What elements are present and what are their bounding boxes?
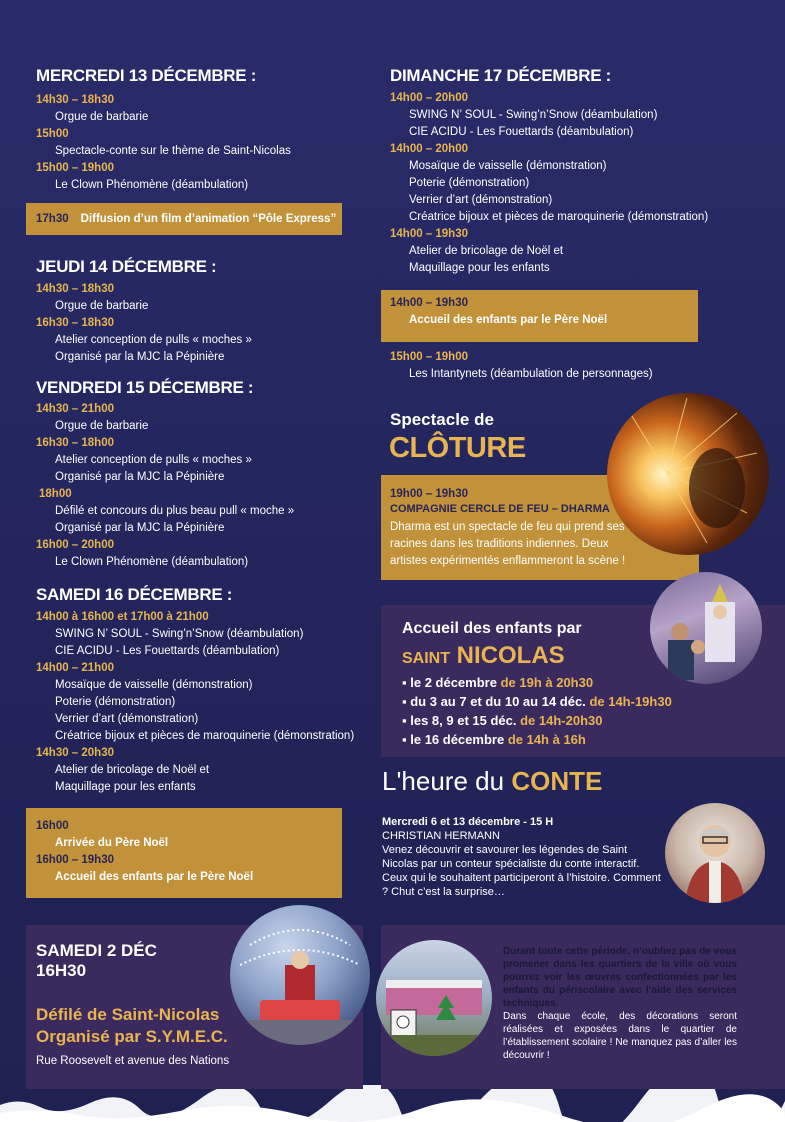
pere-noel-box	[26, 808, 342, 898]
saint-nicolas-photo	[650, 572, 762, 684]
event-label: Maquillage pour les enfants	[409, 262, 550, 274]
event-label: Orgue de barbarie	[55, 111, 149, 123]
stnicolas-title: Accueil des enfants par	[402, 620, 582, 637]
bullet-hours: de 14h-19h30	[589, 694, 672, 709]
event-label: Orgue de barbarie	[55, 420, 149, 432]
sunday-pere-noel-box	[381, 290, 698, 342]
bullet-date: les 8, 9 et 15 déc.	[410, 713, 517, 728]
parade-title: Défilé de Saint-Nicolas	[36, 1005, 220, 1024]
time-label: 14h30 – 18h30	[36, 283, 115, 295]
schedule-bullet: ▪ le 16 décembre de 14h à 16h	[402, 732, 586, 747]
event-label: Maquillage pour les enfants	[55, 781, 196, 793]
event-label: Organisé par la MJC la Pépinière	[55, 351, 225, 363]
bullet-date: le 2 décembre	[410, 675, 497, 690]
event-label: CIE ACIDU - Les Fouettards (déambulation)	[409, 126, 634, 138]
event-label: Défilé et concours du plus beau pull « moche »	[55, 505, 295, 517]
conte-description: Venez découvrir et savourer les légendes de Saint Nicolas par un conteur spécialiste du conte interactif. Ceux qui le souhaitent participeront à l’histoire. Comment ? Chut c’est la surprise…	[382, 844, 661, 898]
time-label: 16h00 – 20h00	[36, 539, 115, 551]
thursday-section	[36, 257, 346, 366]
time-label: 14h30 – 18h30	[36, 94, 115, 106]
saint-nicolas-illustration	[650, 572, 762, 684]
storyteller-illustration	[665, 803, 765, 903]
event-label: Atelier de bricolage de Noël et	[55, 764, 210, 776]
time-label: 18h00	[39, 488, 72, 500]
event-label: SWING N’ SOUL - Swing’n’Snow (déambulation)	[55, 628, 304, 640]
event-label: Créatrice bijoux et pièces de maroquinerie (démonstration)	[409, 211, 709, 223]
decorations-photo	[376, 940, 492, 1056]
bullet-date: le 16 décembre	[410, 732, 505, 747]
closing-big-title: CLÔTURE	[389, 432, 526, 464]
box-label: Accueil des enfants par le Père Noël	[55, 871, 254, 883]
bullet-date: du 3 au 7 et du 10 au 14 déc.	[410, 694, 586, 709]
conte-title-prefix: L'heure du	[382, 766, 505, 796]
saturday-section	[36, 585, 366, 796]
time-label: 14h30 – 20h30	[36, 747, 115, 759]
stnicolas-bullets	[402, 673, 782, 749]
event-label: Poterie (démonstration)	[55, 696, 176, 708]
event-label: Atelier conception de pulls « moches »	[55, 334, 252, 346]
event-label: Créatrice bijoux et pièces de maroquinerie (démonstration)	[55, 730, 355, 742]
time-label: 14h30 – 21h00	[36, 403, 115, 415]
event-label: Atelier conception de pulls « moches »	[55, 454, 252, 466]
time-label: 15h00 – 19h00	[36, 162, 115, 174]
decorations-body: Dans chaque école, des décorations seront réalisées et exposées dans le quartier de l’établissement scolaire ! Ne manquez pas d’aller les découvrir !	[503, 1011, 737, 1061]
stnicolas-name	[402, 642, 565, 673]
time-label: 14h00 – 20h00	[390, 143, 469, 155]
event-label: Organisé par la MJC la Pépinière	[55, 522, 225, 534]
storyteller-photo	[665, 803, 765, 903]
day-heading: DIMANCHE 17 DÉCEMBRE :	[390, 66, 612, 85]
closing-company: COMPAGNIE CERCLE DE FEU – DHARMA	[390, 503, 610, 515]
bullet-hours: de 14h à 16h	[507, 732, 586, 747]
box-label: Arrivée du Père Noël	[55, 837, 169, 849]
decorations-text	[503, 945, 737, 1062]
closing-time: 19h00 – 19h30	[390, 488, 469, 500]
box-time: 16h00	[36, 820, 69, 832]
event-label: Organisé par la MJC la Pépinière	[55, 471, 225, 483]
event-label: Spectacle-conte sur le thème de Saint-Nicolas	[55, 145, 291, 157]
conte-date: Mercredi 6 et 13 décembre - 15 H	[382, 816, 554, 828]
fire-sparks-illustration	[607, 393, 769, 555]
time-label: 16h30 – 18h00	[36, 437, 115, 449]
event-label: Le Clown Phénomène (déambulation)	[55, 179, 249, 191]
box-time: 16h00 – 19h30	[36, 854, 115, 866]
conte-title	[382, 764, 602, 798]
box-label: Accueil des enfants par le Père Noël	[409, 314, 608, 326]
conte-storyteller: CHRISTIAN HERMANN	[382, 830, 500, 842]
event-label: Atelier de bricolage de Noël et	[409, 245, 564, 257]
time-label: 15h00	[36, 128, 69, 140]
wednesday-section	[36, 66, 346, 194]
conte-title-main: CONTE	[511, 766, 603, 796]
time-label: 15h00 – 19h00	[390, 351, 469, 363]
parade-place: Rue Roosevelt et avenue des Nations	[36, 1055, 230, 1067]
film-label: Diffusion d’un film d’animation “Pôle Express”	[80, 212, 337, 225]
day-heading: JEUDI 14 DÉCEMBRE :	[36, 257, 217, 276]
time-label: 14h00 – 20h00	[390, 92, 469, 104]
event-label: Les Intantynets (déambulation de personnages)	[409, 368, 653, 380]
stnicolas-name-prefix: SAINT	[402, 650, 450, 667]
parade-photo	[230, 905, 370, 1045]
parade-organizer: Organisé par S.Y.M.E.C.	[36, 1027, 228, 1046]
snow-edge-decoration	[0, 1085, 785, 1122]
conte-details	[382, 815, 662, 899]
event-label: Verrier d’art (démonstration)	[55, 713, 199, 725]
parade-hour: 16H30	[36, 961, 87, 980]
time-label: 14h00 – 21h00	[36, 662, 115, 674]
decorations-illustration	[376, 940, 492, 1056]
time-label: 14h00 à 16h00 et 17h00 à 21h00	[36, 611, 209, 623]
event-label: Verrier d’art (démonstration)	[409, 194, 553, 206]
decorations-bold: Durant toute cette période, n’oubliez pas de vous promener dans les quartiers de la ville où vous pourrez voir les œuvres confectionnées par les enfants du périscolaire avec l’aide des services techniques.	[503, 946, 737, 1009]
schedule-bullet: ▪ le 2 décembre de 19h à 20h30	[402, 675, 594, 690]
day-heading: VENDREDI 15 DÉCEMBRE :	[36, 378, 254, 397]
bullet-hours: de 19h à 20h30	[500, 675, 594, 690]
box-time: 14h00 – 19h30	[390, 297, 469, 309]
event-label: Orgue de barbarie	[55, 300, 149, 312]
friday-section	[36, 378, 356, 571]
schedule-bullet: ▪ les 8, 9 et 15 déc. de 14h-20h30	[402, 713, 603, 728]
sunday-after	[390, 349, 720, 383]
event-label: CIE ACIDU - Les Fouettards (déambulation)	[55, 645, 280, 657]
event-label: Poterie (démonstration)	[409, 177, 530, 189]
day-heading: MERCREDI 13 DÉCEMBRE :	[36, 66, 257, 85]
film-time: 17h30	[36, 212, 69, 225]
parade-date: SAMEDI 2 DÉC	[36, 941, 157, 960]
event-label: Mosaïque de vaisselle (démonstration)	[55, 679, 253, 691]
closing-small-title: Spectacle de	[390, 410, 494, 429]
stnicolas-name-main: NICOLAS	[456, 642, 565, 669]
parade-photo-illustration	[230, 905, 370, 1045]
day-heading: SAMEDI 16 DÉCEMBRE :	[36, 585, 233, 604]
fire-show-photo	[607, 393, 769, 555]
film-box	[26, 203, 342, 235]
bullet-hours: de 14h-20h30	[520, 713, 603, 728]
closing-description: Dharma est un spectacle de feu qui prend ses racines dans les traditions indiennes. Deux artistes expérimentés enflammeront la scène !	[390, 521, 626, 567]
event-label: Le Clown Phénomène (déambulation)	[55, 556, 249, 568]
schedule-bullet: ▪ du 3 au 7 et du 10 au 14 déc. de 14h-19h30	[402, 694, 672, 709]
event-label: SWING N’ SOUL - Swing’n’Snow (déambulation)	[409, 109, 658, 121]
event-label: Mosaïque de vaisselle (démonstration)	[409, 160, 607, 172]
sunday-section	[390, 66, 720, 277]
time-label: 14h00 – 19h30	[390, 228, 469, 240]
time-label: 16h30 – 18h30	[36, 317, 115, 329]
